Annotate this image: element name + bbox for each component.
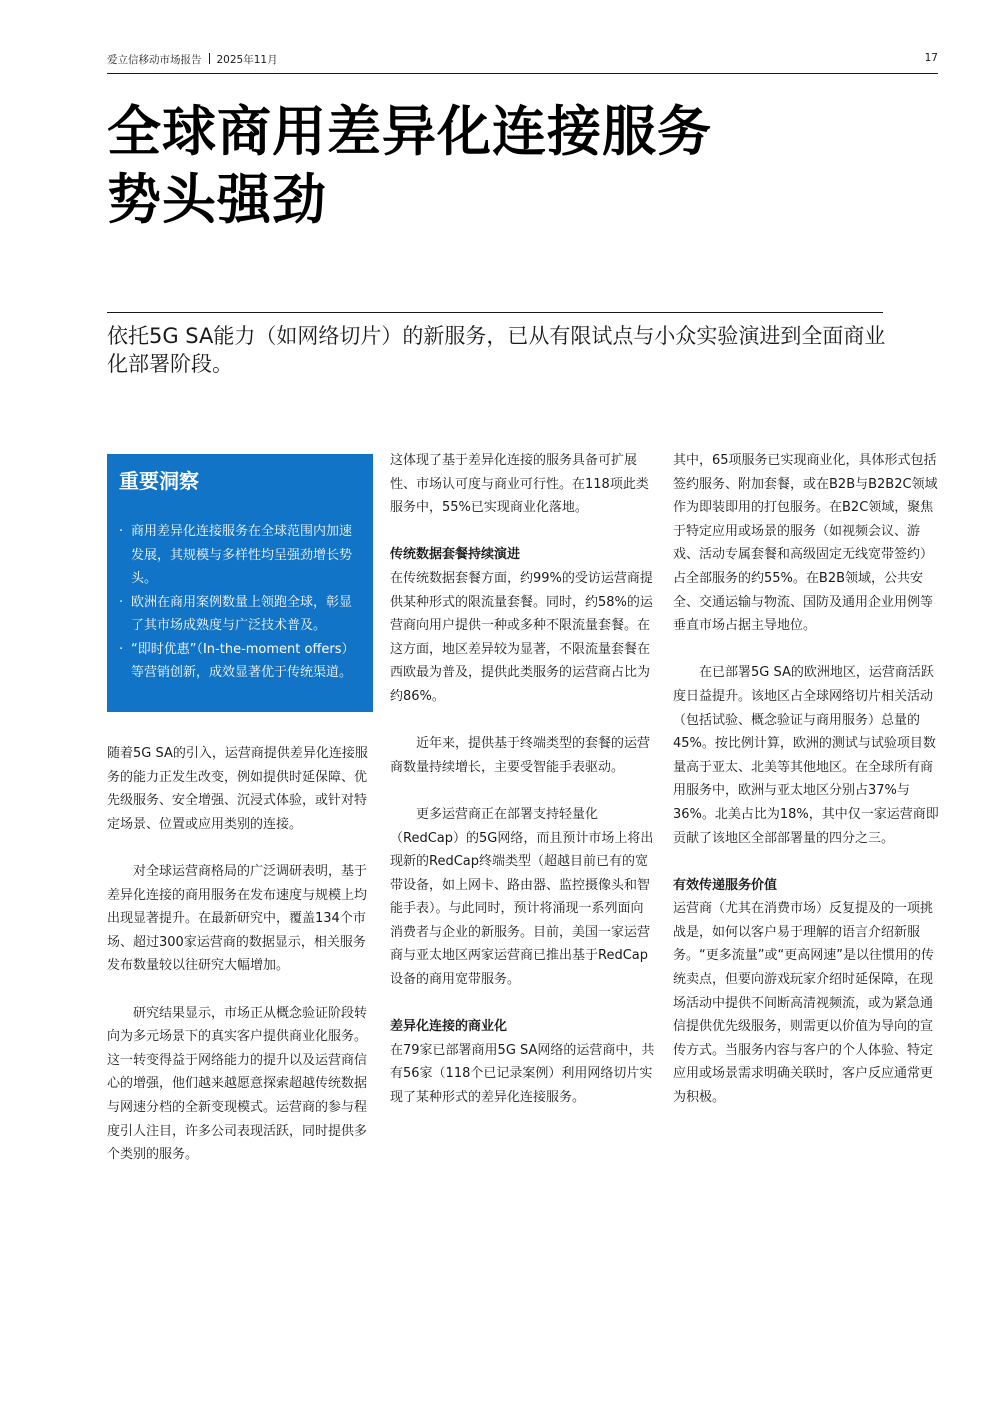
section-heading: 差异化连接的商业化 [390, 1019, 508, 1035]
body-paragraph: 更多运营商正在部署支持轻量化（RedCap）的5G网络，而且预计市场上将出现新的RedCap终端类型（超越目前已有的宽带设备，如上网卡、路由器、监控摄像头和智能手表）。与此同时，预计将涌现一系列面向消费者与企业的新服务。目前，美国一家运营商与亚太地区两家运营商已推出基于RedCap设备的商用宽带服务。 [390, 806, 654, 988]
body-paragraph: 这体现了基于差异化连接的服务具备可扩展性、市场认可度与商业可行性。在118项此类服务中，55%已实现商业化落地。 [390, 453, 649, 516]
body-paragraph: 随着5G SA的引入，运营商提供差异化连接服务的能力正发生改变，例如提供时延保障、优先级服务、安全增强、沉浸式体验，或针对特定场景、位置或应用类别的连接。 [107, 746, 368, 832]
section-heading: 有效传递服务价值 [673, 877, 778, 893]
key-insights-box [107, 454, 373, 712]
page-header [107, 52, 938, 72]
body-paragraph: 在79家已部署商用5G SA网络的运营商中，共有56家（118个已记录案例）利用网络切片实现了某种形式的差异化连接服务。 [390, 1042, 655, 1106]
insight-item: · 商用差异化连接服务在全球范围内加速发展，其规模与多样性均呈强劲增长势头。 [119, 520, 361, 591]
column-1 [107, 742, 373, 1167]
insight-item: · 欧洲在商用案例数量上领跑全球，彰显了其市场成熟度与广泛技术普及。 [119, 591, 361, 638]
column-3 [673, 449, 939, 1110]
subtitle-divider [107, 312, 883, 313]
title-line-2: 势头强劲 [107, 168, 327, 231]
body-paragraph: 运营商（尤其在消费市场）反复提及的一项挑战是，如何以客户易于理解的语言介绍新服务。“更多流量”或“更高网速”是以往惯用的传统卖点，但要向游戏玩家介绍时延保障，在现场活动中提供不间断高清视频流，或为紧急通信提供优先级服务，则需更以价值为导向的宣传方式。当服务内容与客户的个人体验、特定应用或场景需求明确关联时，客户反应通常更为积极。 [673, 901, 934, 1106]
body-paragraph: 在传统数据套餐方面，约99%的受访运营商提供某种形式的限流量套餐。同时，约58%的运营商向用户提供一种或多种不限流量套餐。在这方面，地区差异较为显著，不限流量套餐在西欧最为普及，提供此类服务的运营商占比为约86%。 [390, 570, 653, 704]
page-number: 17 [924, 52, 938, 64]
report-date: 2025年11月 [216, 54, 278, 66]
section-heading: 传统数据套餐持续演进 [390, 547, 521, 563]
insight-item: · “即时优惠”（In-the-moment offers）等营销创新，成效显著优于传统渠道。 [119, 638, 361, 685]
body-paragraph: 研究结果显示，市场正从概念验证阶段转向为多元场景下的真实客户提供商业化服务。这一转变得益于网络能力的提升以及运营商信心的增强，他们越来越愿意探索超越传统数据与网速分档的全新变现模式。运营商的参与程度引人注目，许多公司表现活跃，同时提供多个类别的服务。 [107, 1005, 368, 1163]
page-title [107, 98, 827, 234]
key-insights-title: 重要洞察 [119, 469, 199, 493]
page-subtitle: 依托5G SA能力（如网络切片）的新服务，已从有限试点与小众实验演进到全面商业化部署阶段。 [107, 324, 886, 376]
body-paragraph: 在已部署5G SA的欧洲地区，运营商活跃度日益提升。该地区占全球网络切片相关活动（包括试验、概念验证与商用服务）总量的45%。按比例计算，欧洲的测试与试验项目数量高于亚太、北美等其他地区。在全球所有商用服务中，欧洲与亚太地区分别占37%与36%。北美占比为18%，其中仅一家运营商即贡献了该地区全部部署量的四分之三。 [673, 665, 939, 846]
header-divider [107, 73, 938, 74]
title-line-1: 全球商用差异化连接服务 [107, 100, 712, 163]
body-paragraph: 其中，65项服务已实现商业化，具体形式包括签约服务、附加套餐，或在B2B与B2B2C领域作为即装即用的打包服务。在B2C领域，聚焦于特定应用或场景的服务（如视频会议、游戏、活动专属套餐和高级固定无线宽带签约）占全部服务的约55%。在B2B领域，公共安全、交通运输与物流、国防及通用企业用例等垂直市场占据主导地位。 [673, 453, 938, 634]
header-separator [209, 53, 210, 64]
body-paragraph: 对全球运营商格局的广泛调研表明，基于差异化连接的商用服务在发布速度与规模上均出现显著提升。在最新研究中，覆盖134个市场、超过300家运营商的数据显示，相关服务发布数量较以往研究大幅增加。 [107, 863, 368, 974]
body-paragraph: 近年来，提供基于终端类型的套餐的运营商数量持续增长，主要受智能手表驱动。 [390, 736, 651, 775]
header-left [107, 52, 278, 67]
report-name: 爱立信移动市场报告 [107, 54, 202, 66]
column-2 [390, 449, 656, 1110]
key-insights-list [119, 520, 361, 685]
